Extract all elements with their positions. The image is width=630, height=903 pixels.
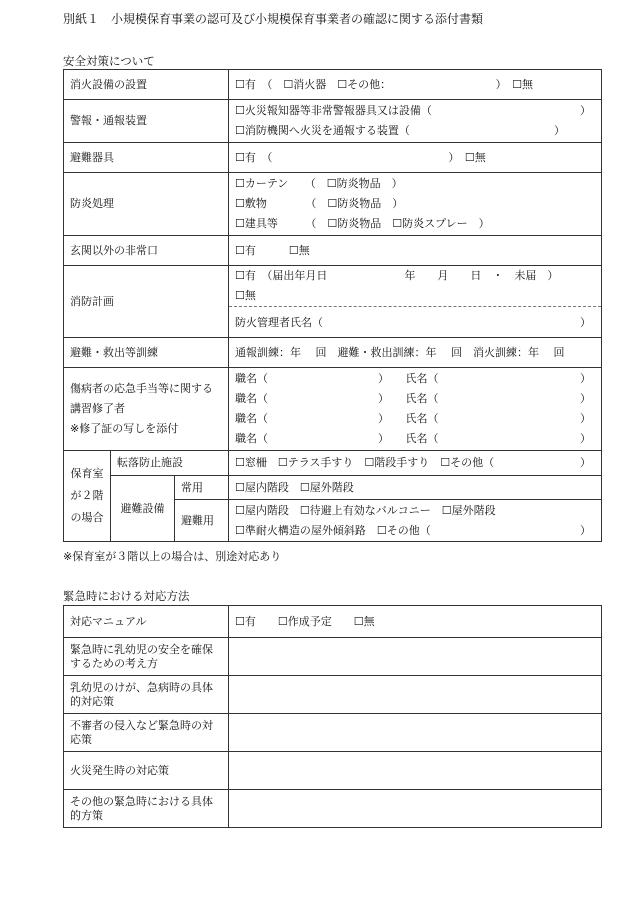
floor2-label: [64, 451, 111, 542]
emergency-row-label: 不審者の侵入など緊急時の対応策: [64, 714, 229, 752]
fall-prevention-label: 転落防止施設: [111, 451, 229, 476]
normal-use-label: 常用: [175, 476, 229, 500]
safety-heading: 安全対策について: [63, 54, 155, 68]
emergency-use-line-1[interactable]: ☐屋内階段 ☐待避上有効なバルコニー ☐屋外階段: [235, 503, 496, 517]
alarm-line-1[interactable]: ☐火災報知器等非常警報器具又は設備（: [235, 104, 432, 117]
emergency-use-close: ）: [580, 523, 591, 537]
emergency-row-answer[interactable]: [229, 790, 602, 828]
fireproof-curtain[interactable]: ☐カーテン （ ☐防炎物品 ）: [235, 177, 403, 190]
exit-label: 玄関以外の非常口: [64, 236, 229, 266]
safety-table: [63, 69, 602, 542]
emergency-heading: 緊急時における対応方法: [63, 589, 190, 603]
floor2-label-3: の場合: [70, 511, 104, 524]
manual-options[interactable]: ☐有 ☐作成予定 ☐無: [229, 606, 602, 638]
alarm-line-2[interactable]: ☐消防機関へ火災を通報する装置（: [235, 124, 410, 137]
firstaid-entry: 職名（ ） 氏名（ ）: [235, 372, 591, 385]
extinguisher-options[interactable]: ☐有 （ ☐消火器 ☐その他： ） ☐無: [229, 70, 602, 100]
fire-manager-name[interactable]: 防火管理者氏名（: [235, 316, 323, 329]
normal-use-options[interactable]: ☐屋内階段 ☐屋外階段: [229, 476, 602, 500]
fire-plan-label: 消防計画: [64, 266, 229, 338]
fire-plan-line-1[interactable]: ☐有 （届出年月日 年 月 日 ・ 未届 ）: [235, 269, 559, 282]
document-title: 別紙１ 小規模保育事業の認可及び小規模保育事業者の確認に関する添付書類: [63, 12, 484, 26]
emergency-row-answer[interactable]: [229, 676, 602, 714]
emergency-row-answer[interactable]: [229, 714, 602, 752]
extinguisher-label: 消火設備の設置: [64, 70, 229, 100]
emergency-use-line-2[interactable]: ☐準耐火構造の屋外傾斜路 ☐その他（: [235, 523, 431, 537]
emergency-row-label: その他の緊急時における具体的方策: [64, 790, 229, 828]
emergency-row-label: 緊急時に乳幼児の安全を確保するための考え方: [64, 638, 229, 676]
firstaid-entry: 職名（ ） 氏名（ ）: [235, 412, 591, 425]
evac-tools-label: 避難器具: [64, 143, 229, 173]
emergency-row-label: 火災発生時の対応策: [64, 752, 229, 790]
emergency-row-label: 乳幼児のけが、急病時の具体的対応策: [64, 676, 229, 714]
fireproof-options: [229, 173, 602, 236]
fall-prevention-close: ）: [580, 456, 591, 469]
fire-plan-options: [229, 266, 602, 338]
alarm-close-2: ）: [554, 124, 565, 137]
floor2-label-1: 保育室: [70, 467, 104, 480]
firstaid-label-1: 傷病者の応急手当等に関する: [70, 382, 213, 395]
drills-text[interactable]: 通報訓練：年 回 避難・救出訓練：年 回 消火訓練：年 回: [229, 338, 602, 368]
fire-manager-close: ）: [580, 316, 591, 329]
firstaid-entry: 職名（ ） 氏名（ ）: [235, 392, 591, 405]
fireproof-fittings[interactable]: ☐建具等 （ ☐防炎物品 ☐防炎スプレー ）: [235, 217, 490, 230]
firstaid-label-2: 講習修了者: [70, 402, 125, 415]
floor2-label-2: が２階: [70, 489, 104, 502]
fireproof-label: 防炎処理: [64, 173, 229, 236]
fire-plan-line-2[interactable]: ☐無: [235, 289, 256, 302]
emergency-row-answer[interactable]: [229, 638, 602, 676]
emergency-row-answer[interactable]: [229, 752, 602, 790]
emergency-use-label: 避難用: [175, 500, 229, 542]
firstaid-entries: [229, 368, 602, 451]
emergency-use-options: [229, 500, 602, 542]
emergency-table: [63, 605, 602, 828]
exit-options[interactable]: ☐有 ☐無: [229, 236, 602, 266]
firstaid-entry: 職名（ ） 氏名（ ）: [235, 432, 591, 445]
fall-prevention-options: [229, 451, 602, 476]
drills-label: 避難・救出等訓練: [64, 338, 229, 368]
firstaid-label: [64, 368, 229, 451]
alarm-label: 警報・通報装置: [64, 100, 229, 143]
evac-equipment-label: 避難設備: [111, 476, 175, 542]
evac-tools-options[interactable]: ☐有 （ ） ☐無: [229, 143, 602, 173]
manual-label: 対応マニュアル: [64, 606, 229, 638]
alarm-close-1: ）: [580, 104, 591, 117]
alarm-options: [229, 100, 602, 143]
fall-prevention-text[interactable]: ☐窓柵 ☐テラス手すり ☐階段手すり ☐その他（: [235, 456, 495, 469]
fireproof-carpet[interactable]: ☐敷物 （ ☐防炎物品 ）: [235, 197, 404, 210]
floor3-note: ※保育室が３階以上の場合は、別途対応あり: [63, 550, 282, 563]
firstaid-label-3: ※修了証の写しを添付: [70, 422, 179, 435]
